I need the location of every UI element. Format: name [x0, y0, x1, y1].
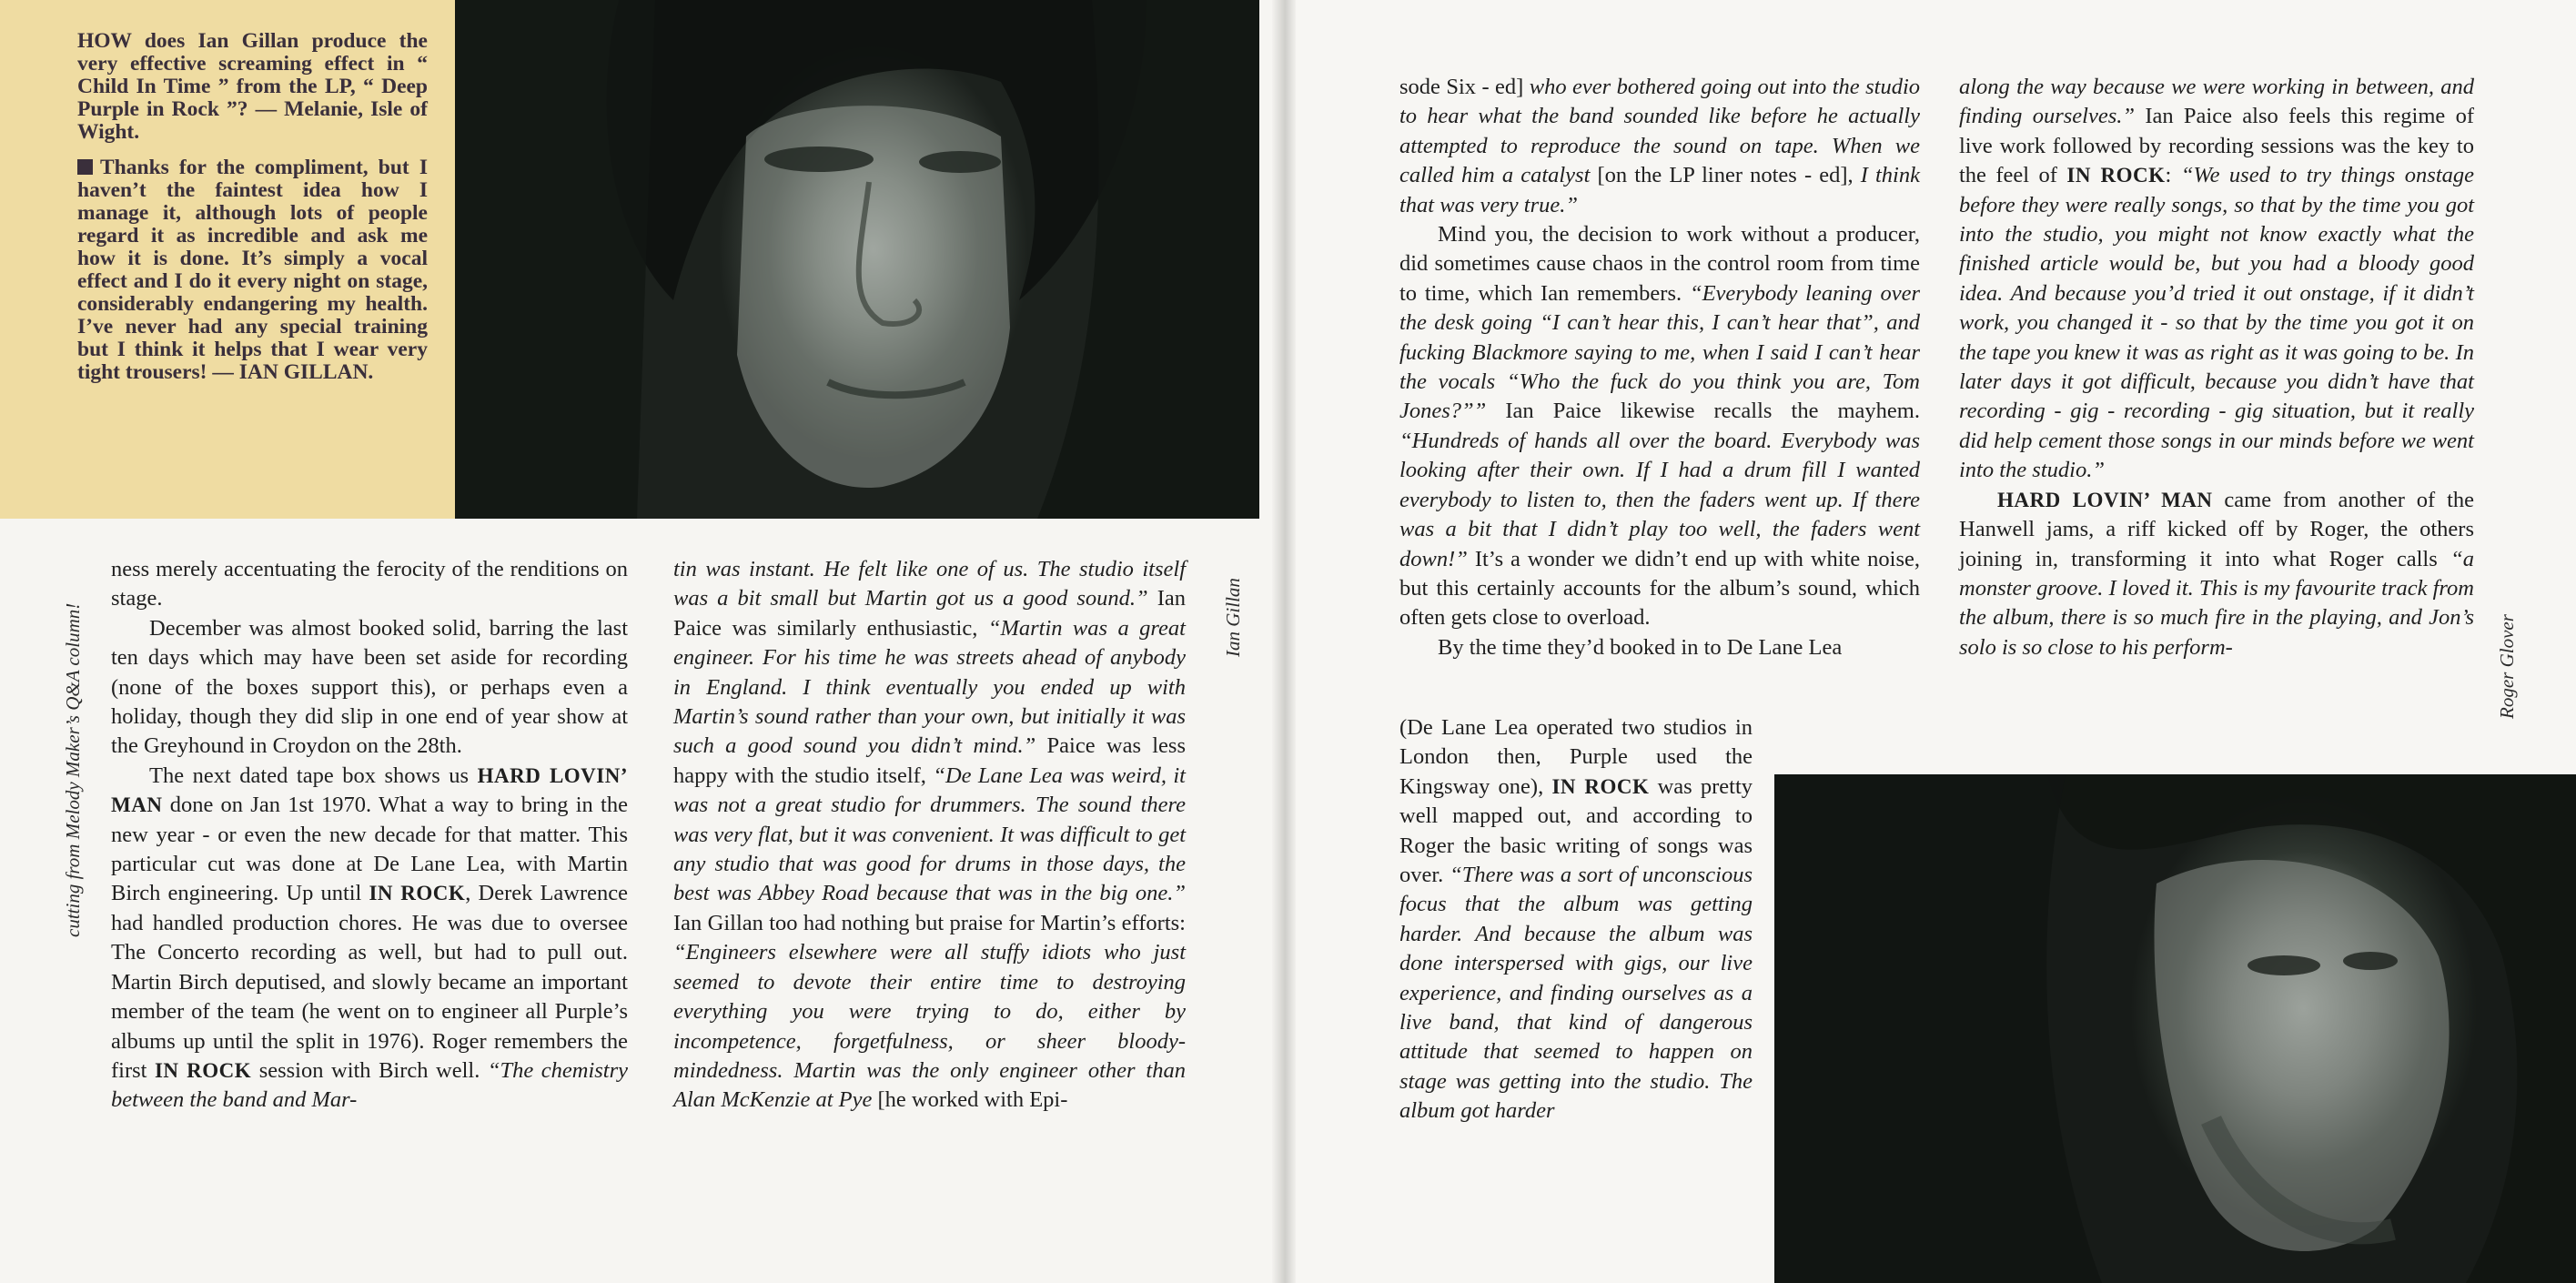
quote: “De Lane Lea was weird, it was not a great studio for drummers. The sound there was very flat, but it was convenient. It was difficult to get any studio that was good for drums in those days, the best was Abbey Road because that was in the big one.”	[673, 763, 1186, 906]
ian-gillan-portrait	[455, 0, 1259, 519]
text-run: It’s a wonder we didn’t end up with white noise, but this certainly accounts for the album’s sound, which often gets close to overload.	[1399, 546, 1921, 631]
text-run: session with Birch well.	[258, 1057, 480, 1083]
newspaper-clipping	[0, 0, 455, 519]
spine-gutter	[1272, 0, 1296, 1283]
song-title: HARD LOVIN’ MAN	[111, 763, 629, 817]
quote: “Engineers elsewhere were all stuffy idiots who just seemed to devote their entire time to destroying everything you were trying to do, either by incompetence, forgetfulness, or sheer bloody-mindedness. Martin was the only engineer other than Alan McKenzie at Pye	[673, 940, 1186, 1113]
paragraph: ness merely accentuating the ferocity of the renditions on stage.	[111, 557, 628, 611]
paragraph: December was almost booked solid, barring the last ten days which may have been set aside for recording (none of the boxes support this), or perhaps even a holiday, though they did slip in one end of year show at the Greyhound in Croydon on the 28th.	[111, 615, 628, 759]
clipping-question: HOW does Ian Gillan produce the very effective screaming effect in “ Child In Time ” from the LP, “ Deep Purple in Rock ”? — Melanie, Isle of Wight.	[77, 29, 428, 144]
paragraph	[1959, 73, 2474, 486]
album-title: IN ROCK	[154, 1058, 252, 1082]
text-run: done on Jan 1st 1970. What a way to bring in the new year - or even the new decade for that matter. This particular cut was done at De Lane Lea, with Martin Birch engineering. Up until	[111, 793, 628, 906]
clipping-answer-block	[77, 157, 428, 384]
text-run: Ian Paice was similarly enthusiastic,	[673, 586, 1187, 641]
quote: “Martin was a great engineer. For his time he was streets ahead of anybody in England. I think eventually you ended up with Martin’s sound rather than your own, but initially it was such a good sound you didn’t mind.”	[673, 615, 1186, 759]
text-run: Paice was less happy with the studio itself,	[673, 733, 1186, 788]
text-run: came from another of the Hanwell jams, a riff kicked off by Roger, the others joining in, transforming it into what Roger calls	[1959, 487, 2474, 571]
text-run: [on the LP liner notes - ed],	[1597, 163, 1854, 188]
text-run: Mind you, the decision to work without a producer, did sometimes cause chaos in the control room from time to time, which Ian remembers.	[1399, 222, 1920, 306]
text-run: :	[2165, 163, 2172, 188]
album-title: IN ROCK	[2066, 164, 2166, 187]
roger-glover-portrait	[1774, 774, 2576, 1283]
quote: “There was a sort of unconscious focus that the album was getting harder. And because the album was done interspersed with gigs, our live experience, and finding ourselves as a live band, that kind of dangerous attitude that seemed to happen on stage was getting into the studio. The album got harder	[1399, 863, 1753, 1124]
quote: who ever bothered going out into the studio to hear what the band sounded like before he actually attempted to reproduce the sound on tape. When we called him a catalyst	[1399, 75, 1920, 188]
glover-photo-caption: Roger Glover	[2496, 614, 2518, 719]
song-title: HARD LOVIN’ MAN	[1997, 488, 2213, 511]
clipping-answer: Thanks for the compliment, but I haven’t the faintest idea how I manage it, although lots of people regard it as incredible and ask me how it is done. It’s simply a vocal effect and I do it every night on stage, considerably endangering my health. I’ve never had any special training but I think it helps that I wear very tight trousers! — IAN GILLAN.	[77, 156, 428, 384]
text-run: [he worked with Epi-	[877, 1087, 1068, 1113]
album-title: IN ROCK	[1551, 774, 1650, 798]
paragraph	[1399, 73, 1920, 220]
text-run: , Derek Lawrence had handled production chores. He was due to oversee The Concerto recording as well, but had to pull out. Martin Birch deputised, and slowly became an important member of the team (he went on to engineer all Purple’s albums up until the split in 1976). Roger remembers the first	[111, 881, 629, 1083]
right-column-1	[1399, 73, 1920, 662]
text-run: The next dated tape box shows us	[149, 763, 470, 788]
text-run: (De Lane Lea operated two studios in London then, Purple used the Kingsway one),	[1399, 715, 1753, 799]
text-run: Ian Paice also feels this regime of live work followed by recording sessions was the key to the feel of	[1959, 104, 2475, 188]
album-title: IN ROCK	[369, 882, 466, 905]
quote: along the way because we were working in between, and finding ourselves.”	[1959, 75, 2474, 129]
paragraph	[111, 762, 628, 1116]
paragraph	[1399, 220, 1920, 633]
text-run: Ian Gillan too had nothing but praise for Martin’s efforts:	[673, 910, 1186, 935]
right-column-2	[1959, 73, 2474, 662]
quote: “Everybody leaning over the desk going “I can’t hear this, I can’t hear that”, and fucking Blackmore saying to me, when I said I can’t hear the vocals “Who the fuck do you think you are, Tom Jones?””	[1399, 280, 1920, 424]
ian-gillan-photo	[455, 0, 1259, 519]
paragraph	[1959, 486, 2474, 662]
left-column-2	[673, 555, 1186, 1116]
paragraph	[673, 555, 1186, 1116]
text-run: Ian Paice likewise recalls the mayhem.	[1505, 399, 1920, 424]
right-column-1-continued	[1399, 713, 1753, 1126]
bullet-square-icon	[77, 159, 93, 175]
clipping-caption: cutting from Melody Maker’s Q&A column!	[62, 602, 84, 937]
gillan-photo-caption: Ian Gillan	[1222, 578, 1244, 657]
quote: I think that was very true.”	[1399, 163, 1920, 217]
quote: tin was instant. He felt like one of us. The studio itself was a bit small but Martin got us a good sound.”	[673, 557, 1186, 611]
roger-glover-photo	[1774, 774, 2576, 1283]
clipping-text	[77, 30, 428, 397]
paragraph: By the time they’d booked in to De Lane Lea	[1438, 634, 1843, 660]
quote: “Hundreds of hands all over the board. Everybody was looking after their own. If I had a drum fill I wanted everybody to listen to, then the faders went up. If there was a bit that I didn’t play too well, the faders went down!”	[1399, 428, 1920, 571]
left-column-1	[111, 555, 628, 1116]
quote: “We used to try things onstage before they were really songs, so that by the time you got into the studio, you might not know exactly what the finished article would be, but you had a bloody good idea. And because you’d tried it out onstage, if it didn’t work, you changed it - so that by the time you got it on the tape you knew it was as right as it was going to be. In later days it got difficult, because you didn’t have that recording - gig - recording - gig situation, but it really did help cement those songs in our minds before we went into the studio.”	[1959, 163, 2475, 483]
quote: “The chemistry between the band and Mar-	[111, 1057, 628, 1113]
text-run: was pretty well mapped out, and according to Roger the basic writing of songs was over.	[1399, 773, 1753, 888]
quote: “a monster groove. I loved it. This is my favourite track from the album, there is so much fire in the playing, and Jon’s solo is so close to his perform-	[1959, 546, 2475, 660]
paragraph	[1399, 713, 1753, 1126]
left-page	[0, 0, 1272, 1283]
text-run: sode Six - ed]	[1399, 75, 1524, 99]
